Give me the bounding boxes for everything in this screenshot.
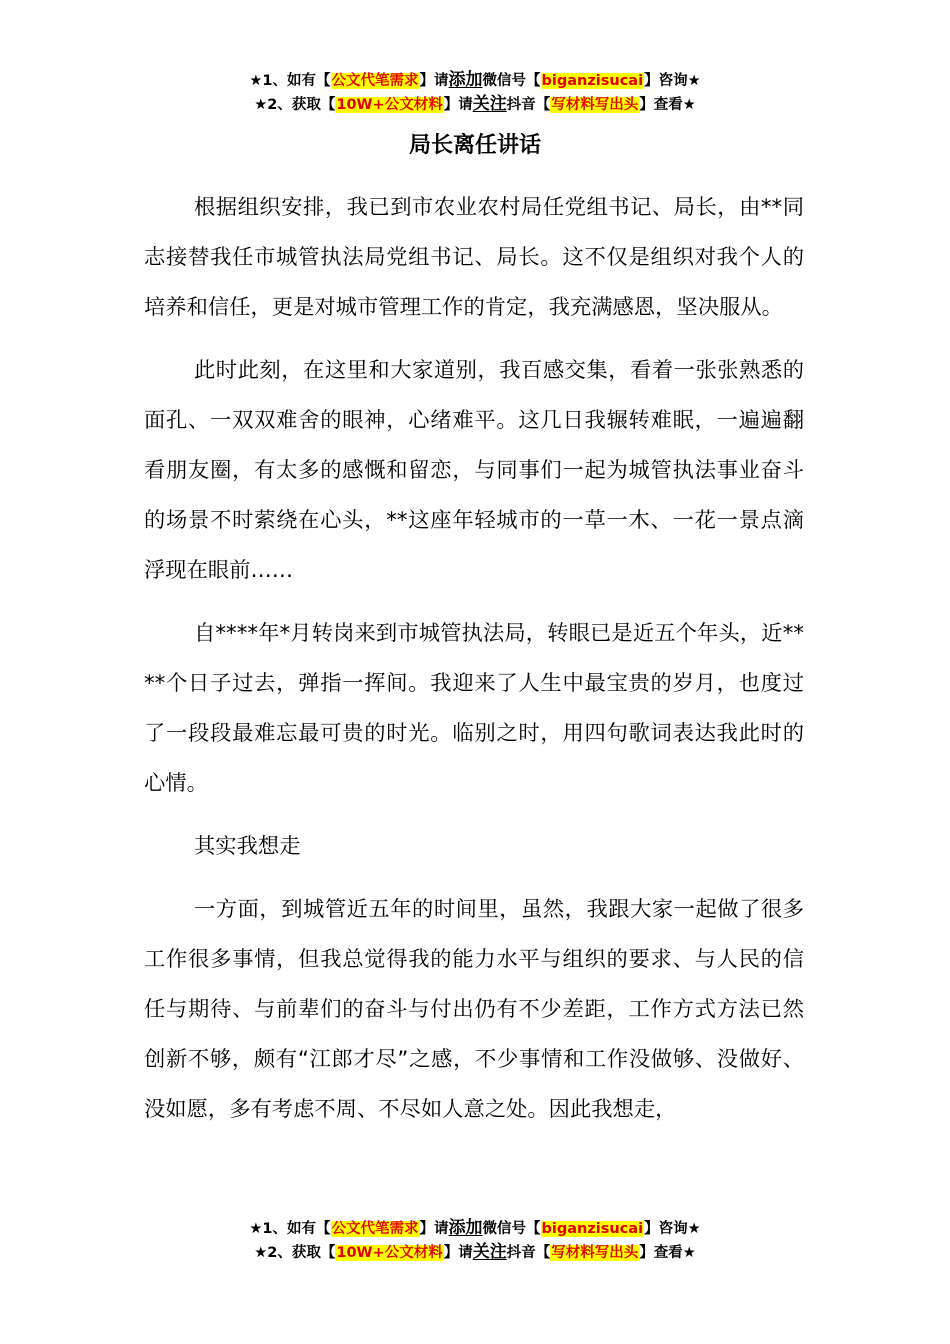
ad-text: ★2、获取【 <box>254 97 336 113</box>
ad-text: ★1、如有【 <box>249 73 331 89</box>
paragraph: 此时此刻，在这里和大家道别，我百感交集，看着一张张熟悉的面孔、一双双难舍的眼神，心绪难平。这几日我辗转难眠，一遍遍翻看朋友圈，有太多的感慨和留恋，与同事们一起为城管执法事业奋斗的场景不时萦绕在心头，**这座年轻城市的一草一木、一花一景点滴浮现在眼前…… <box>144 358 804 583</box>
ad-text: 】咨询★ <box>644 1221 701 1237</box>
ad-text: 微信号【 <box>482 73 541 89</box>
document-body <box>144 183 804 1148</box>
footer-ad-banner <box>0 1216 950 1264</box>
ad-text: 抖音【 <box>506 97 551 113</box>
section-heading: 其实我想走 <box>194 834 301 859</box>
header-ad-line-2 <box>0 92 950 116</box>
paragraph: 自****年*月转岗来到市城管执法局，转眼已是近五个年头，近****个日子过去，弹指一挥间。我迎来了人生中最宝贵的岁月，也度过了一段段最难忘最可贵的时光。临别之时，用四句歌词表达我此时的心情。 <box>144 621 804 796</box>
ad-text: 抖音【 <box>506 1245 551 1261</box>
ad-text: 】请 <box>419 73 449 89</box>
document-title: 局长离任讲话 <box>408 133 541 158</box>
ad-emphasis: 添加 <box>448 1218 483 1238</box>
ad-highlight: 10W+公文材料 <box>336 97 443 113</box>
ad-highlight: 公文代笔需求 <box>331 1221 419 1237</box>
ad-text: 】查看★ <box>639 97 696 113</box>
ad-douyin-account: 写材料写出头 <box>551 97 639 113</box>
footer-ad-line-1 <box>0 1216 950 1240</box>
ad-emphasis: 关注 <box>472 94 507 114</box>
ad-text: 】请 <box>443 97 473 113</box>
ad-text: 】请 <box>443 1245 473 1261</box>
ad-text: 】查看★ <box>639 1245 696 1261</box>
ad-highlight: 公文代笔需求 <box>331 73 419 89</box>
ad-wechat-id: biganzisucai <box>541 73 644 89</box>
ad-text: 】咨询★ <box>644 73 701 89</box>
ad-emphasis: 关注 <box>472 1242 507 1262</box>
ad-highlight: 10W+公文材料 <box>336 1245 443 1261</box>
ad-text: 微信号【 <box>482 1221 541 1237</box>
footer-ad-line-2 <box>0 1240 950 1264</box>
paragraph: 根据组织安排，我已到市农业农村局任党组书记、局长，由**同志接替我任市城管执法局党组书记、局长。这不仅是组织对我个人的培养和信任，更是对城市管理工作的肯定，我充满感恩，坚决服从。 <box>144 195 804 320</box>
ad-douyin-account: 写材料写出头 <box>551 1245 639 1261</box>
header-ad-banner <box>0 68 950 116</box>
header-ad-line-1 <box>0 68 950 92</box>
ad-text: ★1、如有【 <box>249 1221 331 1237</box>
ad-text: 】请 <box>419 1221 449 1237</box>
ad-text: ★2、获取【 <box>254 1245 336 1261</box>
ad-wechat-id: biganzisucai <box>541 1221 644 1237</box>
paragraph: 一方面，到城管近五年的时间里，虽然，我跟大家一起做了很多工作很多事情，但我总觉得我的能力水平与组织的要求、与人民的信任与期待、与前辈们的奋斗与付出仍有不少差距，工作方式方法已然创新不够，颇有“江郎才尽”之感，不少事情和工作没做够、没做好、没如愿，多有考虑不周、不尽如人意之处。因此我想走， <box>144 897 804 1122</box>
ad-emphasis: 添加 <box>448 70 483 90</box>
